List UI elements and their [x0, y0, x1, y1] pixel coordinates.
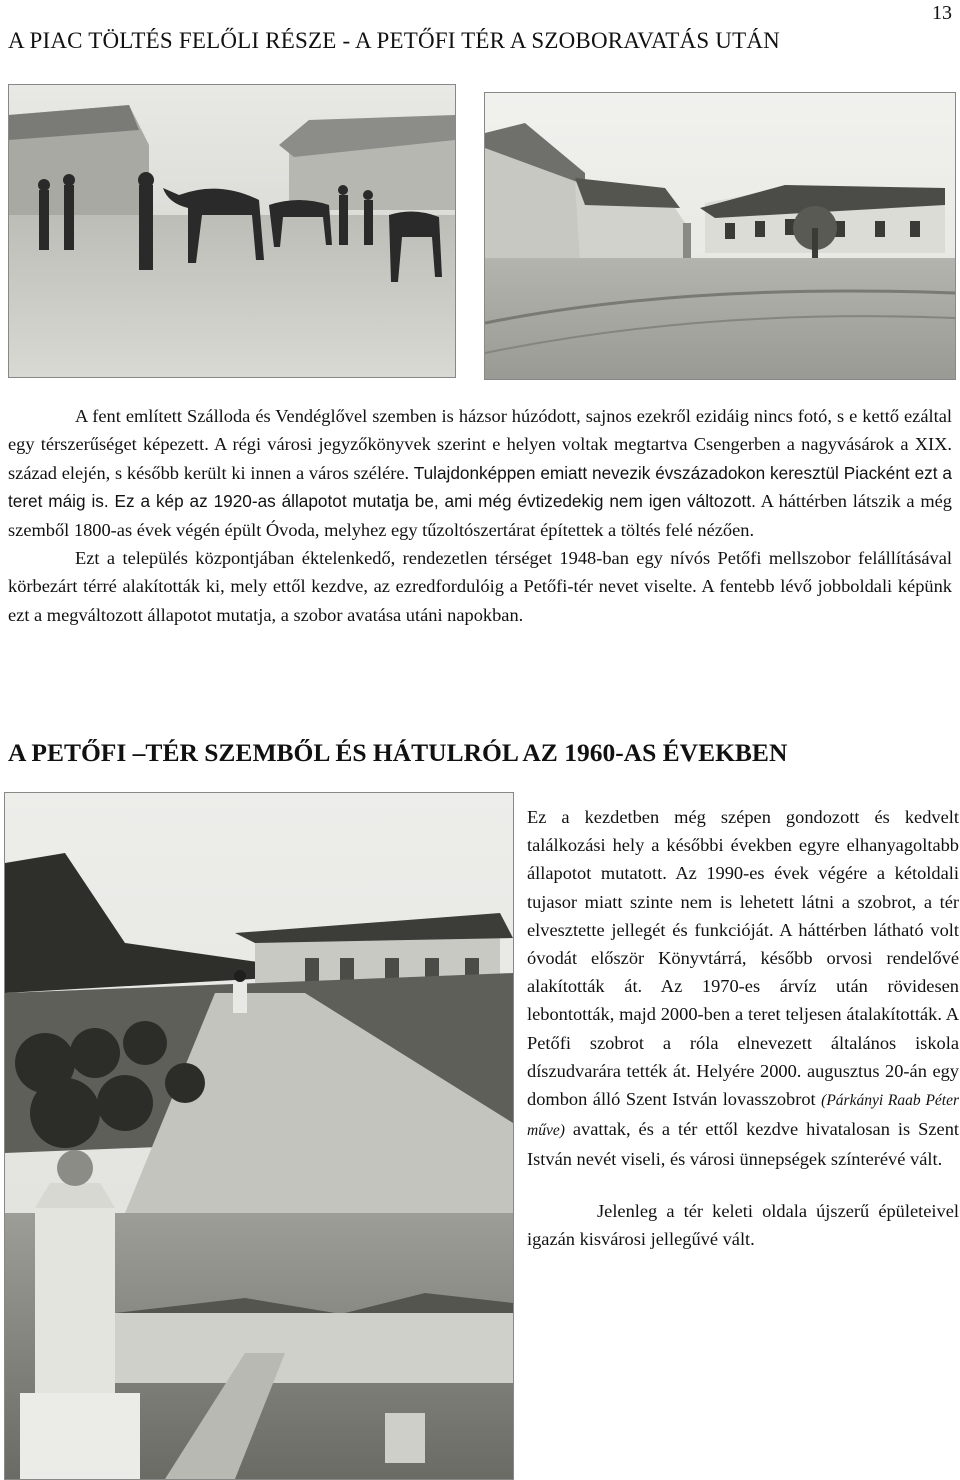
side-text [527, 803, 959, 1253]
market-photo [8, 84, 456, 378]
section-title: A PETŐFI –TÉR SZEMBŐL ÉS HÁTULRÓL AZ 1960-AS ÉVEKBEN [8, 738, 788, 767]
side-paragraph-1: Ez a kezdetben még szépen gondozott és kedvelt találkozási hely a későbbi években egyre elhanyagoltabb állapotot mutatott. Az 1990-es évek végére a kétoldali tujasor miatt szinte nem is lehetett látni a szobrot, a tér elvesztette jellegét és funkcióját. A háttérben látható volt óvodát először Könyvtárrá, később orvosi rendelővé alakították át. Az 1970-es árvíz után rövidesen lebontották, majd 2000-ben a teret teljesen átalakították. A Petőfi szobrot a róla elnevezett általános iskola díszudvarára tették át. Helyére 2000. augusztus 20-án egy dombon álló Szent István lovasszobrot (Párkányi Raab Péter műve) avattak, és a tér ettől kezdve hivatalosan is Szent István nevét viseli, és városi ünnepségek színterévé vált. [527, 807, 960, 1170]
intro-paragraph-1: A fent említett Szálloda és Vendéglővel szemben is házsor húzódott, sajnos ezekről ezidáig nincs fotó, s e kettő ezáltal egy térszerűséget képezett. A régi városi jegyzőkönyvek szerint e helyen voltak megtartva Csengerben a nagyvásárok a XIX. század elején, s később került ki innen a város szélére. Tulajdonképpen emiatt nevezik évszázadokon keresztül Piacként ezt a teret máig is. Ez a kép az 1920-as állapotot mutatja be, ami még évtizedekig nem igen változott. A háttérben látszik a még szemből 1800-as évek végén épült Óvoda, melyhez egy tűzoltószertárat építettek a töltés felé nézően. [8, 406, 952, 540]
page-number: 13 [932, 2, 952, 24]
square-photo [484, 92, 956, 380]
square-1960s-photo [4, 792, 514, 1480]
page-title: A PIAC TÖLTÉS FELŐLI RÉSZE - A PETŐFI TÉR A SZOBORAVATÁS UTÁN [8, 28, 780, 53]
intro-text [8, 402, 952, 629]
side-paragraph-2: Jelenleg a tér keleti oldala újszerű épületeivel igazán kisvárosi jellegűvé vált. [527, 1200, 959, 1249]
sculptor-credit: (Párkányi Raab Péter műve) [527, 1092, 960, 1140]
intro-paragraph-2: Ezt a település központjában éktelenkedő, rendezetlen térséget 1948-ban egy nívós Petőfi mellszobor felállításával körbezárt térré alakították ki, mely ettől kezdve, az ezredfordulóig a Petőfi-tér nevet viselte. A fentebb lévő jobboldali képünk ezt a megváltozott állapotot mutatja, a szobor avatása utáni napokban. [8, 548, 952, 625]
